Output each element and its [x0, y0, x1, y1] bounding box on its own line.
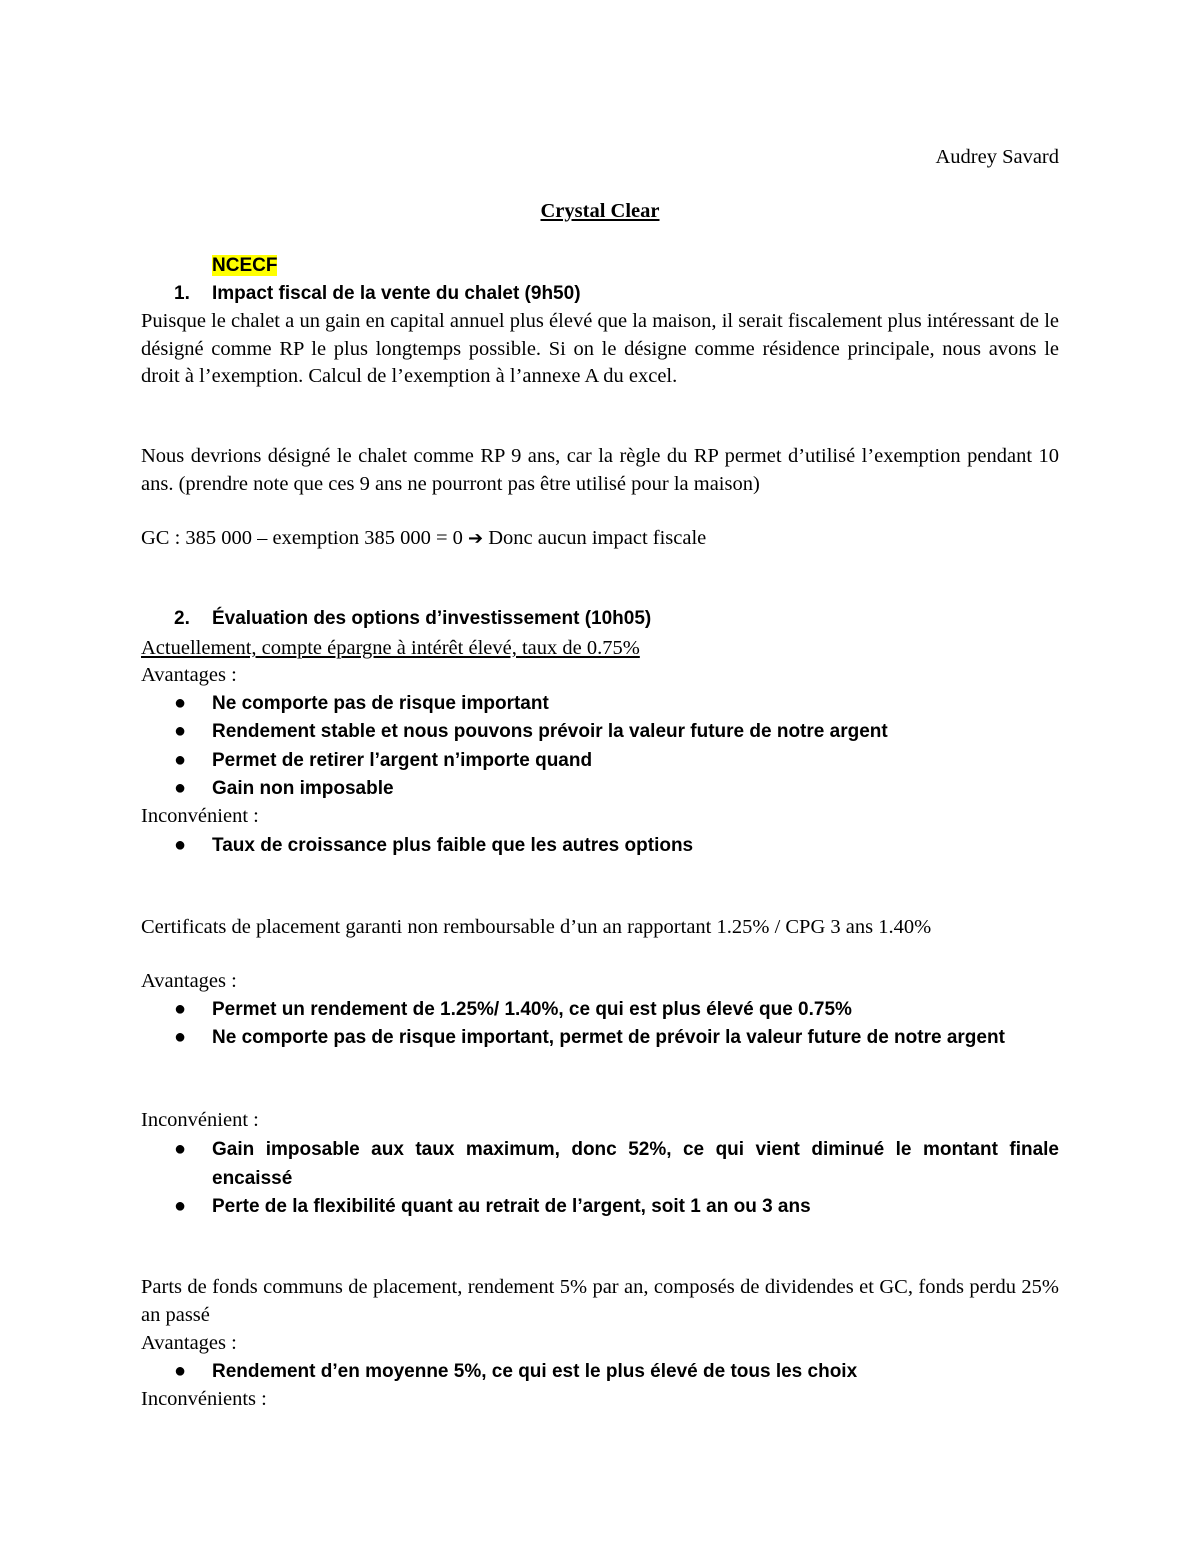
- section2-heading: Évaluation des options d’investissement (10h05): [212, 608, 652, 629]
- option3-advantages-label: Avantages :: [141, 1332, 237, 1354]
- option2-drawback-2: Perte de la flexibilité quant au retrait de l’argent, soit 1 an ou 3 ans: [212, 1196, 811, 1217]
- bullet-icon: ●: [174, 1360, 187, 1382]
- option3-advantage-1: Rendement d’en moyenne 5%, ce qui est le plus élevé de tous les choix: [212, 1361, 858, 1382]
- bullet-icon: ●: [174, 777, 187, 799]
- bullet-icon: ●: [174, 692, 187, 714]
- ncecf-highlight: NCECF: [212, 255, 278, 276]
- document-title: Crystal Clear: [540, 200, 660, 222]
- option1-title: Actuellement, compte épargne à intérêt élevé, taux de 0.75%: [141, 637, 640, 659]
- section1-heading: Impact fiscal de la vente du chalet (9h50): [212, 283, 581, 304]
- bullet-icon: ●: [174, 998, 187, 1020]
- section1-calculation: [141, 524, 706, 553]
- option2-advantage-2: Ne comporte pas de risque important, permet de prévoir la valeur future de notre argent: [212, 1027, 1005, 1048]
- option2-drawback-1: Gain imposable aux taux maximum, donc 52%, ce qui vient diminué le montant finale encaissé: [212, 1139, 1059, 1189]
- calculation-conclusion: Donc aucun impact fiscale: [488, 527, 707, 549]
- option2-advantage-1: Permet un rendement de 1.25%/ 1.40%, ce qui est plus élevé que 0.75%: [212, 999, 852, 1020]
- option1-drawback-1: Taux de croissance plus faible que les autres options: [212, 835, 694, 856]
- option1-advantage-4: Gain non imposable: [212, 778, 394, 799]
- author-name: Audrey Savard: [935, 146, 1059, 168]
- option1-advantage-1: Ne comporte pas de risque important: [212, 693, 549, 714]
- section1-number: 1.: [174, 283, 190, 304]
- option1-advantages-label: Avantages :: [141, 664, 237, 686]
- bullet-icon: ●: [174, 1195, 187, 1217]
- bullet-icon: ●: [174, 1026, 187, 1048]
- calculation-text: GC : 385 000 – exemption 385 000 = 0: [141, 527, 463, 549]
- section1-paragraph1: Puisque le chalet a un gain en capital annuel plus élevé que la maison, il serait fiscalement plus intéressant de le désigné comme RP le plus longtemps possible. Si on le désigne comme résidence principale, nous avons le droit à l’exemption. Calcul de l’exemption à l’annexe A du excel.: [141, 310, 1059, 387]
- bullet-icon: ●: [174, 749, 187, 771]
- option2-title: Certificats de placement garanti non remboursable d’un an rapportant 1.25% / CPG 3 ans 1.40%: [141, 916, 932, 938]
- bullet-icon: ●: [174, 834, 187, 856]
- option3-title: Parts de fonds communs de placement, rendement 5% par an, composés de dividendes et GC, fonds perdu 25% an passé: [141, 1276, 1059, 1326]
- ncecf-tag: [212, 252, 277, 280]
- option2-advantages-label: Avantages :: [141, 970, 237, 992]
- bullet-icon: ●: [174, 1138, 187, 1160]
- option1-advantage-3: Permet de retirer l’argent n’importe quand: [212, 750, 593, 771]
- option1-drawbacks-label: Inconvénient :: [141, 805, 259, 827]
- option2-drawbacks-label: Inconvénient :: [141, 1109, 259, 1131]
- arrow-icon: ➔: [468, 528, 484, 549]
- option1-advantage-2: Rendement stable et nous pouvons prévoir la valeur future de notre argent: [212, 721, 888, 742]
- bullet-icon: ●: [174, 720, 187, 742]
- section2-number: 2.: [174, 608, 190, 629]
- option3-drawbacks-label: Inconvénients :: [141, 1388, 267, 1410]
- section1-paragraph2: Nous devrions désigné le chalet comme RP 9 ans, car la règle du RP permet d’utilisé l’exemption pendant 10 ans. (prendre note que ces 9 ans ne pourront pas être utilisé pour la maison): [141, 445, 1059, 495]
